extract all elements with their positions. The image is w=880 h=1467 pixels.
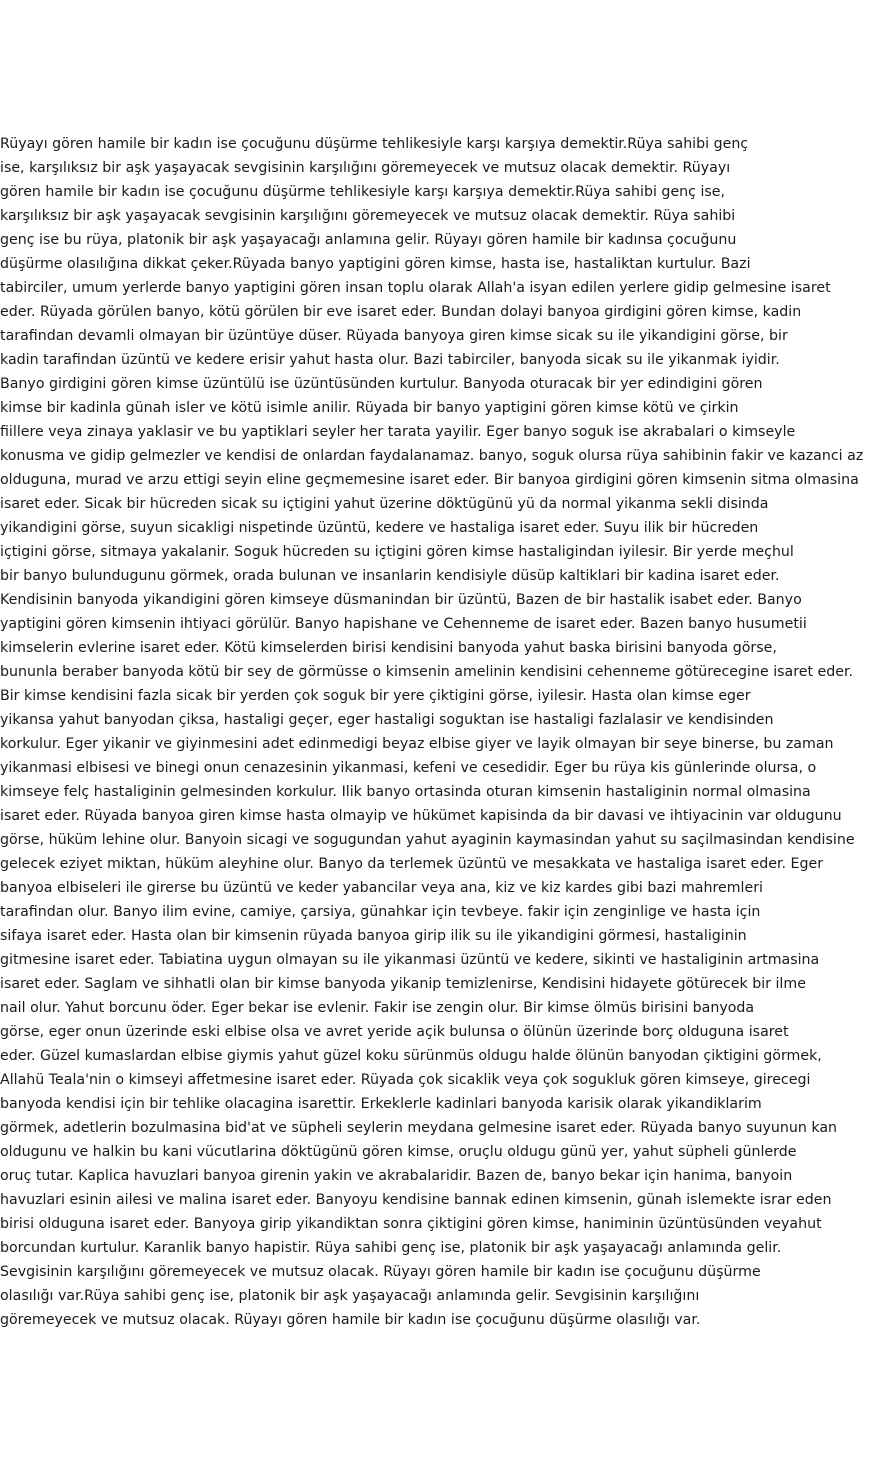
article-text-line: Sevgisinin karşılığını göremeyecek ve mutsuz olacak. Rüyayı gören hamile bir kadın ise çocuğunu düşürme bbox=[0, 1264, 761, 1280]
article-text-line: konusma ve gidip gelmezler ve kendisi de onlardan faydalanamaz. banyo, soguk olursa rüya sahibinin fakir ve kazanci az bbox=[0, 448, 864, 464]
article-text-line: ise, karşılıksız bir aşk yaşayacak sevgisinin karşılığını göremeyecek ve mutsuz olacak demektir. Rüyayı bbox=[0, 160, 731, 176]
article-text-line: isaret eder. Saglam ve sihhatli olan bir kimse banyoda yikanip temizlenirse, Kendisini hidayete götürecek bir ilme bbox=[0, 976, 806, 992]
article-text-line: görmek, adetlerin bozulmasina bid'at ve süpheli seylerin meydana gelmesine isaret eder. Rüyada banyo suyunun kan bbox=[0, 1120, 838, 1136]
article-text-line: bir banyo bulundugunu görmek, orada bulunan ve insanlarin kendisiyle düsüp kaltiklari bir kadina isaret eder. bbox=[0, 568, 780, 584]
article-text-line: tarafindan olur. Banyo ilim evine, camiye, çarsiya, günahkar için tevbeye. fakir için zenginlige ve hasta için bbox=[0, 904, 761, 920]
article-text-line: borcundan kurtulur. Karanlik banyo hapistir. Rüya sahibi genç ise, platonik bir aşk yaşayacağı anlamında gelir. bbox=[0, 1240, 782, 1256]
article-text-line: tabirciler, umum yerlerde banyo yaptigini gören insan toplu olarak Allah'a isyan edilen yerlere gidip gelmesine isaret bbox=[0, 280, 831, 296]
article-text-line: oldugunu ve halkin bu kani vücutlarina döktügünü gören kimse, oruçlu oldugu günü yer, yahut süpheli günlerde bbox=[0, 1144, 797, 1160]
article-text-line: göremeyecek ve mutsuz olacak. Rüyayı gören hamile bir kadın ise çocuğunu düşürme olasılığı var. bbox=[0, 1312, 701, 1328]
article-text-line: birisi olduguna isaret eder. Banyoya girip yikandiktan sonra çiktigini gören kimse, haniminin üzüntüsünden veyahut bbox=[0, 1216, 822, 1232]
article-text-line: gören hamile bir kadın ise çocuğunu düşürme tehlikesiyle karşı karşıya demektir.Rüya sahibi genç ise, bbox=[0, 184, 726, 200]
article-text-line: nail olur. Yahut borcunu öder. Eger bekar ise evlenir. Fakir ise zengin olur. Bir kimse ölmüs birisini banyoda bbox=[0, 1000, 755, 1016]
article-text-line: yikandigini görse, suyun sicakligi nispetinde üzüntü, kedere ve hastaliga isaret eder. Suyu ilik bir hücreden bbox=[0, 520, 759, 536]
article-text-line: kimseye felç hastaliginin gelmesinden korkulur. Ilik banyo ortasinda oturan kimsenin hastaliginin normal olmasina bbox=[0, 784, 811, 800]
article-text-line: olasılığı var.Rüya sahibi genç ise, platonik bir aşk yaşayacağı anlamında gelir. Sevgisinin karşılığını bbox=[0, 1288, 700, 1304]
article-text-line: içtigini görse, sitmaya yakalanir. Soguk hücreden su içtigini gören kimse hastaligindan iyilesir. Bir yerde meçhul bbox=[0, 544, 794, 560]
article-text-line: düşürme olasılığına dikkat çeker.Rüyada banyo yaptigini gören kimse, hasta ise, hastaliktan kurtulur. Bazi bbox=[0, 256, 751, 272]
article-text-line: bununla beraber banyoda kötü bir sey de görmüsse o kimsenin amelinin kendisini cehenneme götürecegine isaret eder. bbox=[0, 664, 854, 680]
article-text-line: yikanmasi elbisesi ve binegi onun cenazesinin yikanmasi, kefeni ve cesedidir. Eger bu rüya kis günlerinde olursa, o bbox=[0, 760, 817, 776]
article-text-line: yikansa yahut banyodan çiksa, hastaligi geçer, eger hastaligi soguktan ise hastaligi fazlalasir ve kendisinden bbox=[0, 712, 774, 728]
article-text-line: görse, eger onun üzerinde eski elbise olsa ve avret yeride açik bulunsa o ölünün üzerinde borç olduguna isaret bbox=[0, 1024, 789, 1040]
article-text-line: sifaya isaret eder. Hasta olan bir kimsenin rüyada banyoa girip ilik su ile yikandigini görmesi, hastaliginin bbox=[0, 928, 747, 944]
article-text-line: gelecek eziyet miktan, hüküm aleyhine olur. Banyo da terlemek üzüntü ve mesakkata ve hastaliga isaret eder. Eger bbox=[0, 856, 824, 872]
article-text-line: genç ise bu rüya, platonik bir aşk yaşayacağı anlamına gelir. Rüyayı gören hamile bir kadınsa çocuğunu bbox=[0, 232, 737, 248]
article-text-line: kimse bir kadinla günah isler ve kötü isimle anilir. Rüyada bir banyo yaptigini gören kimse kötü ve çirkin bbox=[0, 400, 739, 416]
article-text-line: havuzlari esinin ailesi ve malina isaret eder. Banyoyu kendisine bannak edinen kimsenin, günah islemekte israr eden bbox=[0, 1192, 832, 1208]
article-text-line: oruç tutar. Kaplica havuzlari banyoa girenin yakin ve akrabalaridir. Bazen de, banyo bekar için hanima, banyoin bbox=[0, 1168, 793, 1184]
article-text-line: Kendisinin banyoda yikandigini gören kimseye düsmanindan bir üzüntü, Bazen de bir hastalik isabet eder. Banyo bbox=[0, 592, 802, 608]
article-text-line: korkulur. Eger yikanir ve giyinmesini adet edinmedigi beyaz elbise giyer ve layik olmayan bir seye binerse, bu zaman bbox=[0, 736, 834, 752]
article-text-line: isaret eder. Sicak bir hücreden sicak su içtigini yahut üzerine döktügünü yü da normal yikanma sekli disinda bbox=[0, 496, 769, 512]
article-text-line: olduguna, murad ve arzu ettigi seyin eline geçmemesine isaret eder. Bir banyoa girdigini gören kimsenin sitma olmasina bbox=[0, 472, 859, 488]
article-text-line: banyoda kendisi için bir tehlike olacagina isarettir. Erkeklerle kadinlari banyoda karisik olarak yikandiklarim bbox=[0, 1096, 762, 1112]
article-text-line: fiillere veya zinaya yaklasir ve bu yaptiklari seyler her tarata yayilir. Eger banyo soguk ise akrabalari o kimseyle bbox=[0, 424, 796, 440]
article-text-line: görse, hüküm lehine olur. Banyoin sicagi ve sogugundan yahut ayaginin kaymasindan yahut su saçilmasindan kendisine bbox=[0, 832, 855, 848]
article-text-line: eder. Güzel kumaslardan elbise giymis yahut güzel koku sürünmüs oldugu halde ölünün banyodan çiktigini görmek, bbox=[0, 1048, 822, 1064]
article-text-line: Allahü Teala'nin o kimseyi affetmesine isaret eder. Rüyada çok sicaklik veya çok sogukluk gören kimseye, girecegi bbox=[0, 1072, 811, 1088]
article-text-line: Rüyayı gören hamile bir kadın ise çocuğunu düşürme tehlikesiyle karşı karşıya demektir.Rüya sahibi genç bbox=[0, 136, 749, 152]
article-body bbox=[0, 132, 880, 1332]
article-text-line: gitmesine isaret eder. Tabiatina uygun olmayan su ile yikanmasi üzüntü ve kedere, sikinti ve hastaliginin artmasina bbox=[0, 952, 820, 968]
article-text-line: isaret eder. Rüyada banyoa giren kimse hasta olmayip ve hükümet kapisinda da bir davasi ve ihtiyacinin var oldugunu bbox=[0, 808, 842, 824]
article-text-line: eder. Rüyada görülen banyo, kötü görülen bir eve isaret eder. Bundan dolayi banyoa girdigini gören kimse, kadin bbox=[0, 304, 802, 320]
article-text-line: banyoa elbiseleri ile girerse bu üzüntü ve keder yabancilar veya ana, kiz ve kiz kardes gibi bazi mahremleri bbox=[0, 880, 763, 896]
article-text-line: tarafindan devamli olmayan bir üzüntüye düser. Rüyada banyoya giren kimse sicak su ile yikandigini görse, bir bbox=[0, 328, 788, 344]
article-text-line: karşılıksız bir aşk yaşayacak sevgisinin karşılığını göremeyecek ve mutsuz olacak demektir. Rüya sahibi bbox=[0, 208, 736, 224]
article-text-line: Bir kimse kendisini fazla sicak bir yerden çok soguk bir yere çiktigini görse, iyilesir. Hasta olan kimse eger bbox=[0, 688, 751, 704]
article-text-line: yaptigini gören kimsenin ihtiyaci görülür. Banyo hapishane ve Cehenneme de isaret eder. Bazen banyo husumetii bbox=[0, 616, 807, 632]
article-text-line: Banyo girdigini gören kimse üzüntülü ise üzüntüsünden kurtulur. Banyoda oturacak bir yer edindigini gören bbox=[0, 376, 763, 392]
article-text-line: kimselerin evlerine isaret eder. Kötü kimselerden birisi kendisini banyoda yahut baska birisini banyoda görse, bbox=[0, 640, 777, 656]
article-text-line: kadin tarafindan üzüntü ve kedere erisir yahut hasta olur. Bazi tabirciler, banyoda sicak su ile yikanmak iyidir. bbox=[0, 352, 780, 368]
